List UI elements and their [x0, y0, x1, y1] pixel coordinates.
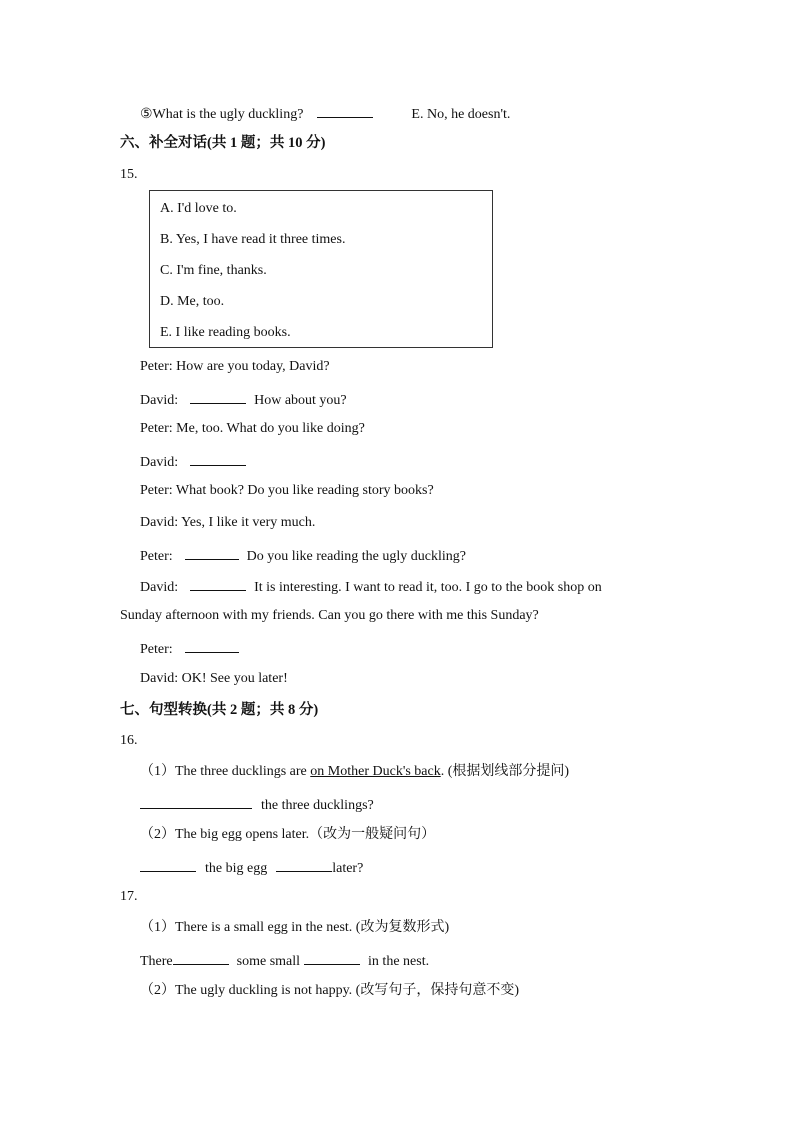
option-e: E. I like reading books.: [160, 325, 291, 340]
dialogue-line-6: David: Yes, I like it very much.: [140, 515, 316, 530]
option-c: C. I'm fine, thanks.: [160, 263, 267, 278]
answer-blank[interactable]: [190, 576, 246, 591]
option-b: B. Yes, I have read it three times.: [160, 232, 346, 247]
answer-text: the three ducklings?: [261, 798, 374, 813]
answer-blank[interactable]: [190, 389, 246, 404]
speaker-label: David:: [140, 580, 179, 595]
answer-blank[interactable]: [304, 950, 360, 965]
answer-blank[interactable]: [140, 857, 196, 872]
q16-part-1: [140, 763, 569, 781]
q15-options-box: [149, 190, 493, 348]
q17-number: 17.: [120, 889, 138, 904]
dialogue-line-1: Peter: How are you today, David?: [140, 359, 330, 374]
q16-part-1-answer: [140, 794, 374, 815]
answer-blank[interactable]: [173, 950, 229, 965]
dialogue-line-7: [140, 545, 466, 566]
answer-blank[interactable]: [185, 545, 239, 560]
q14-row5-question: ⑤What is the ugly duckling?: [140, 107, 304, 122]
dialogue-line-4: [140, 451, 246, 472]
dialogue-line-11: David: OK! See you later!: [140, 671, 288, 686]
dialogue-line-3: Peter: Me, too. What do you like doing?: [140, 421, 365, 436]
dialogue-text: How about you?: [254, 393, 347, 408]
answer-blank[interactable]: [140, 794, 252, 809]
dialogue-text: Do you like reading the ugly duckling?: [246, 549, 466, 564]
underlined-phrase: on Mother Duck's back: [310, 764, 441, 779]
dialogue-text: It is interesting. I want to read it, too. I go to the book shop on: [254, 580, 602, 595]
dialogue-line-2: [140, 389, 347, 410]
instruction-text: . (根据划线部分提问): [440, 764, 570, 779]
answer-text: some small: [236, 954, 301, 969]
q15-number: 15.: [120, 167, 138, 182]
q16-part-2: （2）The big egg opens later.（改为一般疑问句）: [140, 827, 436, 842]
answer-text: in the nest.: [368, 954, 430, 969]
q17-part-2: （2）The ugly duckling is not happy. (改写句子，保持句意不变): [140, 983, 520, 998]
dialogue-line-5: Peter: What book? Do you like reading story books?: [140, 483, 434, 498]
option-d: D. Me, too.: [160, 294, 225, 309]
dialogue-line-10: [140, 638, 239, 659]
option-a: A. I'd love to.: [160, 201, 237, 216]
dialogue-line-9: Sunday afternoon with my friends. Can you go there with me this Sunday?: [120, 608, 539, 623]
answer-blank[interactable]: [276, 857, 332, 872]
q17-part-1-answer: [140, 950, 429, 971]
answer-blank[interactable]: [190, 451, 246, 466]
answer-text: later?: [332, 861, 364, 876]
speaker-label: Peter:: [140, 549, 173, 564]
q16-number: 16.: [120, 733, 138, 748]
question-text: （1）The three ducklings are: [140, 764, 311, 779]
q17-part-1: （1）There is a small egg in the nest. (改为复数形式): [140, 920, 450, 935]
dialogue-line-8: [140, 576, 602, 597]
answer-blank[interactable]: [185, 638, 239, 653]
answer-text: the big egg: [205, 861, 268, 876]
speaker-label: David:: [140, 455, 179, 470]
section-7-heading: 七、句型转换(共 2 题；共 8 分): [120, 702, 319, 718]
q14-row-5: [140, 103, 510, 124]
q14-row5-answer: E. No, he doesn't.: [411, 107, 511, 122]
section-6-heading: 六、补全对话(共 1 题；共 10 分): [120, 135, 326, 151]
speaker-label: David:: [140, 393, 179, 408]
answer-blank[interactable]: [317, 103, 373, 118]
answer-text: There: [140, 954, 173, 969]
q16-part-2-answer: [140, 857, 363, 878]
speaker-label: Peter:: [140, 642, 173, 657]
